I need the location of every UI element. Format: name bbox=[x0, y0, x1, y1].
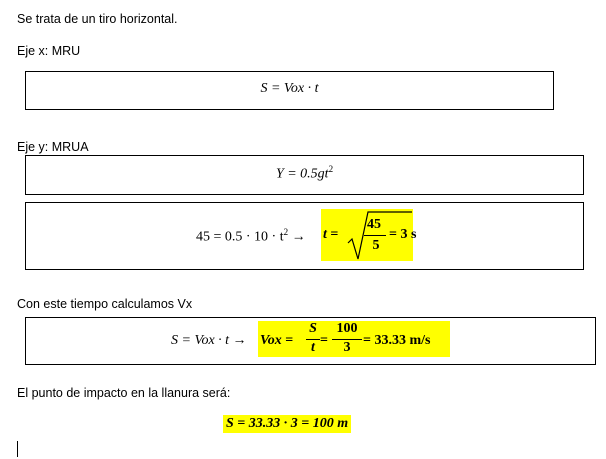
eq-vx-vox: Vox = bbox=[260, 333, 294, 348]
eq-vx-3: 3 bbox=[343, 340, 351, 355]
eq-vx-eq2: = bbox=[320, 333, 328, 348]
eq-vx-100: 100 bbox=[336, 321, 358, 336]
eq-45-frac-bar bbox=[364, 235, 386, 236]
text-cursor bbox=[17, 441, 18, 457]
eq-45-t: t = bbox=[323, 227, 339, 242]
eq-x-box bbox=[25, 71, 554, 110]
eq-impact: S = 33.33 · 3 = 100 m bbox=[223, 415, 351, 433]
eq-y-box bbox=[25, 155, 584, 195]
eq-vx-box bbox=[25, 317, 596, 365]
y-axis-label: Eje y: MRUA bbox=[17, 140, 89, 154]
eq-vx-t: t bbox=[311, 340, 315, 355]
eq-vx-s: S bbox=[309, 321, 317, 336]
eq-45-lhs: $45 = 0.5 \cdot 10 \cdot t^2$ → bbox=[196, 227, 306, 245]
eq-y: $Y = 0.5gt^2$ bbox=[275, 164, 334, 182]
x-axis-label: Eje x: MRU bbox=[17, 44, 81, 58]
eq-vx-lhs: S = Vox · t → bbox=[171, 333, 247, 348]
impact-text: El punto de impacto en la llanura será: bbox=[17, 386, 231, 400]
eq-45-num: 45 bbox=[367, 217, 381, 232]
time-text: Con este tiempo calculamos Vx bbox=[17, 297, 193, 311]
eq-45-box bbox=[25, 202, 584, 270]
intro-text: Se trata de un tiro horizontal. bbox=[17, 12, 178, 26]
eq-45-result: = 3 s bbox=[389, 227, 417, 242]
eq-45-den: 5 bbox=[372, 238, 380, 253]
eq-x: S = Vox · t bbox=[260, 81, 319, 96]
eq-vx-result: = 33.33 m/s bbox=[363, 333, 431, 348]
